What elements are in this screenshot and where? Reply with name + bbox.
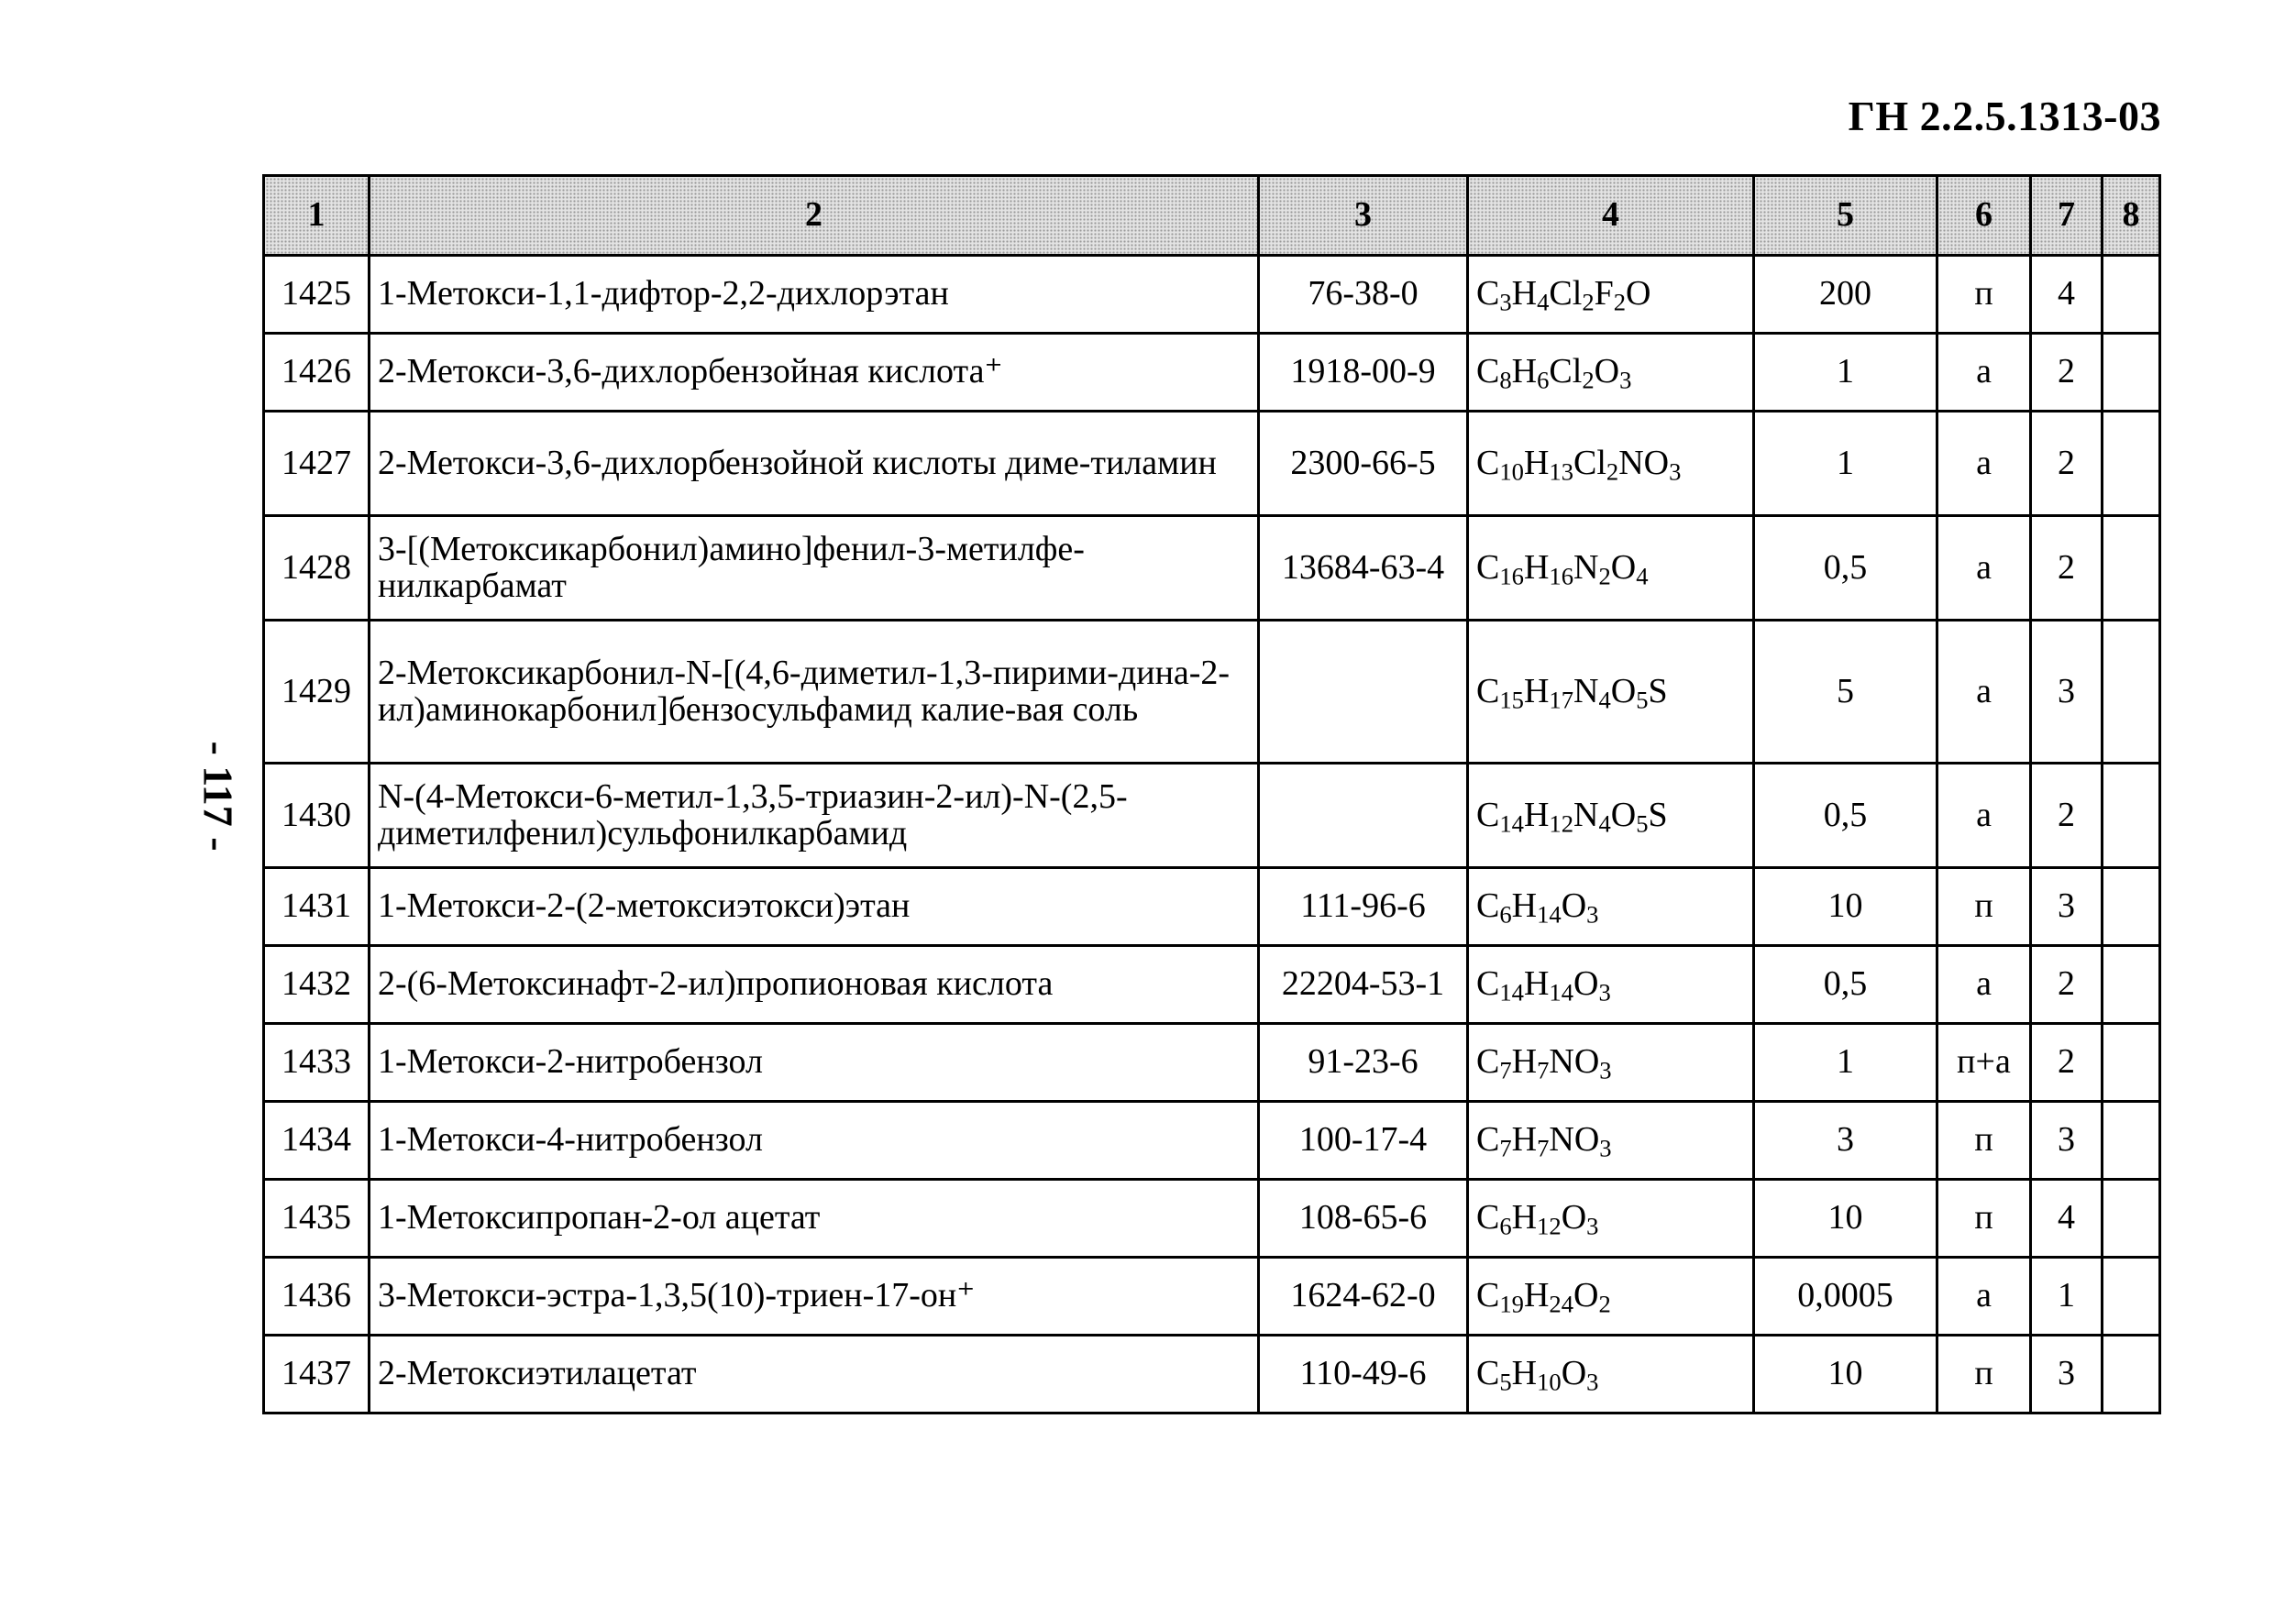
column-header: 7 — [2031, 176, 2103, 256]
row-number: 1432 — [264, 946, 370, 1024]
chemical-formula: $C_8H_6Cl_2O_3$ — [1468, 334, 1754, 412]
column-header: 8 — [2103, 176, 2160, 256]
table-row — [264, 516, 2160, 621]
aggregate-state: п — [1937, 1180, 2031, 1258]
hazard-class: 3 — [2031, 1336, 2103, 1414]
row-number: 1431 — [264, 868, 370, 946]
table-row — [264, 946, 2160, 1024]
notes-cell — [2103, 764, 2160, 868]
table-row — [264, 764, 2160, 868]
limit-value: 10 — [1754, 868, 1937, 946]
substance-name: 1-Метокси-2-нитробензол — [370, 1024, 1259, 1102]
row-number: 1425 — [264, 256, 370, 334]
limit-value: 0,0005 — [1754, 1258, 1937, 1336]
notes-cell — [2103, 1336, 2160, 1414]
notes-cell — [2103, 1102, 2160, 1180]
hazard-class: 2 — [2031, 334, 2103, 412]
cas-number — [1259, 764, 1468, 868]
substances-table — [262, 174, 2161, 1414]
row-number: 1437 — [264, 1336, 370, 1414]
hazard-class: 1 — [2031, 1258, 2103, 1336]
limit-value: 200 — [1754, 256, 1937, 334]
cas-number: 111-96-6 — [1259, 868, 1468, 946]
substance-name: N-(4-Метокси-6-метил-1,3,5-триазин-2-ил)-N-(2,5-диметилфенил)сульфонилкарбамид — [370, 764, 1259, 868]
row-number: 1436 — [264, 1258, 370, 1336]
table-row — [264, 868, 2160, 946]
cas-number: 100-17-4 — [1259, 1102, 1468, 1180]
limit-value: 0,5 — [1754, 946, 1937, 1024]
table-row — [264, 1258, 2160, 1336]
table-row — [264, 256, 2160, 334]
column-header: 4 — [1468, 176, 1754, 256]
chemical-formula: $C_3H_4Cl_2F_2O$ — [1468, 256, 1754, 334]
substance-name: 3-Метокси-эстра-1,3,5(10)-триен-17-он⁺ — [370, 1258, 1259, 1336]
table-row — [264, 1102, 2160, 1180]
notes-cell — [2103, 1024, 2160, 1102]
limit-value: 1 — [1754, 1024, 1937, 1102]
substance-name: 3-[(Метоксикарбонил)амино]фенил-3-метилфе-нилкарбамат — [370, 516, 1259, 621]
chemical-formula: $C_{16}H_{16}N_2O_4$ — [1468, 516, 1754, 621]
row-number: 1434 — [264, 1102, 370, 1180]
notes-cell — [2103, 1258, 2160, 1336]
row-number: 1427 — [264, 412, 370, 516]
notes-cell — [2103, 412, 2160, 516]
substance-name: 1-Метоксипропан-2-ол ацетат — [370, 1180, 1259, 1258]
limit-value: 1 — [1754, 334, 1937, 412]
table-row — [264, 621, 2160, 764]
substance-name: 1-Метокси-2-(2-метоксиэтокси)этан — [370, 868, 1259, 946]
cas-number: 1918-00-9 — [1259, 334, 1468, 412]
limit-value: 10 — [1754, 1180, 1937, 1258]
notes-cell — [2103, 256, 2160, 334]
substance-name: 2-Метоксикарбонил-N-[(4,6-диметил-1,3-пирими-дина-2-ил)аминокарбонил]бензосульфамид калие-вая соль — [370, 621, 1259, 764]
chemical-formula: $C_6H_{14}O_3$ — [1468, 868, 1754, 946]
cas-number — [1259, 621, 1468, 764]
substance-name: 1-Метокси-1,1-дифтор-2,2-дихлорэтан — [370, 256, 1259, 334]
notes-cell — [2103, 621, 2160, 764]
chemical-formula: $C_5H_{10}O_3$ — [1468, 1336, 1754, 1414]
table-row — [264, 412, 2160, 516]
limit-value: 10 — [1754, 1336, 1937, 1414]
cas-number: 108-65-6 — [1259, 1180, 1468, 1258]
row-number: 1433 — [264, 1024, 370, 1102]
cas-number: 91-23-6 — [1259, 1024, 1468, 1102]
cas-number: 13684-63-4 — [1259, 516, 1468, 621]
hazard-class: 4 — [2031, 1180, 2103, 1258]
limit-value: 0,5 — [1754, 516, 1937, 621]
substance-name: 1-Метокси-4-нитробензол — [370, 1102, 1259, 1180]
hazard-class: 3 — [2031, 868, 2103, 946]
column-header: 1 — [264, 176, 370, 256]
aggregate-state: а — [1937, 764, 2031, 868]
cas-number: 2300-66-5 — [1259, 412, 1468, 516]
notes-cell — [2103, 946, 2160, 1024]
row-number: 1435 — [264, 1180, 370, 1258]
row-number: 1428 — [264, 516, 370, 621]
row-number: 1430 — [264, 764, 370, 868]
row-number: 1429 — [264, 621, 370, 764]
table-row — [264, 334, 2160, 412]
hazard-class: 3 — [2031, 621, 2103, 764]
hazard-class: 3 — [2031, 1102, 2103, 1180]
hazard-class: 4 — [2031, 256, 2103, 334]
chemical-formula: $C_{10}H_{13}Cl_2NO_3$ — [1468, 412, 1754, 516]
notes-cell — [2103, 516, 2160, 621]
notes-cell — [2103, 1180, 2160, 1258]
table-header-row — [264, 176, 2160, 256]
chemical-formula: $C_{14}H_{14}O_3$ — [1468, 946, 1754, 1024]
aggregate-state: п+а — [1937, 1024, 2031, 1102]
hazard-class: 2 — [2031, 412, 2103, 516]
chemical-formula: $C_{19}H_{24}O_2$ — [1468, 1258, 1754, 1336]
substance-name: 2-Метокси-3,6-дихлорбензойная кислота⁺ — [370, 334, 1259, 412]
aggregate-state: а — [1937, 516, 2031, 621]
aggregate-state: а — [1937, 1258, 2031, 1336]
row-number: 1426 — [264, 334, 370, 412]
hazard-class: 2 — [2031, 764, 2103, 868]
table-row — [264, 1180, 2160, 1258]
table-row — [264, 1336, 2160, 1414]
aggregate-state: а — [1937, 946, 2031, 1024]
chemical-formula: $C_7H_7NO_3$ — [1468, 1102, 1754, 1180]
column-header: 3 — [1259, 176, 1468, 256]
hazard-class: 2 — [2031, 516, 2103, 621]
chemical-formula: $C_{14}H_{12}N_4O_5S$ — [1468, 764, 1754, 868]
aggregate-state: п — [1937, 868, 2031, 946]
aggregate-state: п — [1937, 256, 2031, 334]
hazard-class: 2 — [2031, 946, 2103, 1024]
page-number: - 117 - — [194, 741, 242, 852]
cas-number: 110-49-6 — [1259, 1336, 1468, 1414]
document-code: ГН 2.2.5.1313-03 — [1848, 93, 2161, 139]
aggregate-state: а — [1937, 412, 2031, 516]
substance-name: 2-Метоксиэтилацетат — [370, 1336, 1259, 1414]
table-row — [264, 1024, 2160, 1102]
notes-cell — [2103, 334, 2160, 412]
chemical-formula: $C_{15}H_{17}N_4O_5S$ — [1468, 621, 1754, 764]
aggregate-state: а — [1937, 621, 2031, 764]
limit-value: 1 — [1754, 412, 1937, 516]
aggregate-state: п — [1937, 1102, 2031, 1180]
limit-value: 5 — [1754, 621, 1937, 764]
column-header: 5 — [1754, 176, 1937, 256]
cas-number: 76-38-0 — [1259, 256, 1468, 334]
limit-value: 3 — [1754, 1102, 1937, 1180]
column-header: 6 — [1937, 176, 2031, 256]
hazard-class: 2 — [2031, 1024, 2103, 1102]
substance-name: 2-Метокси-3,6-дихлорбензойной кислоты диме-тиламин — [370, 412, 1259, 516]
limit-value: 0,5 — [1754, 764, 1937, 868]
notes-cell — [2103, 868, 2160, 946]
aggregate-state: а — [1937, 334, 2031, 412]
substance-name: 2-(6-Метоксинафт-2-ил)пропионовая кислота — [370, 946, 1259, 1024]
chemical-formula: $C_7H_7NO_3$ — [1468, 1024, 1754, 1102]
cas-number: 1624-62-0 — [1259, 1258, 1468, 1336]
cas-number: 22204-53-1 — [1259, 946, 1468, 1024]
aggregate-state: п — [1937, 1336, 2031, 1414]
chemical-formula: $C_6H_{12}O_3$ — [1468, 1180, 1754, 1258]
column-header: 2 — [370, 176, 1259, 256]
